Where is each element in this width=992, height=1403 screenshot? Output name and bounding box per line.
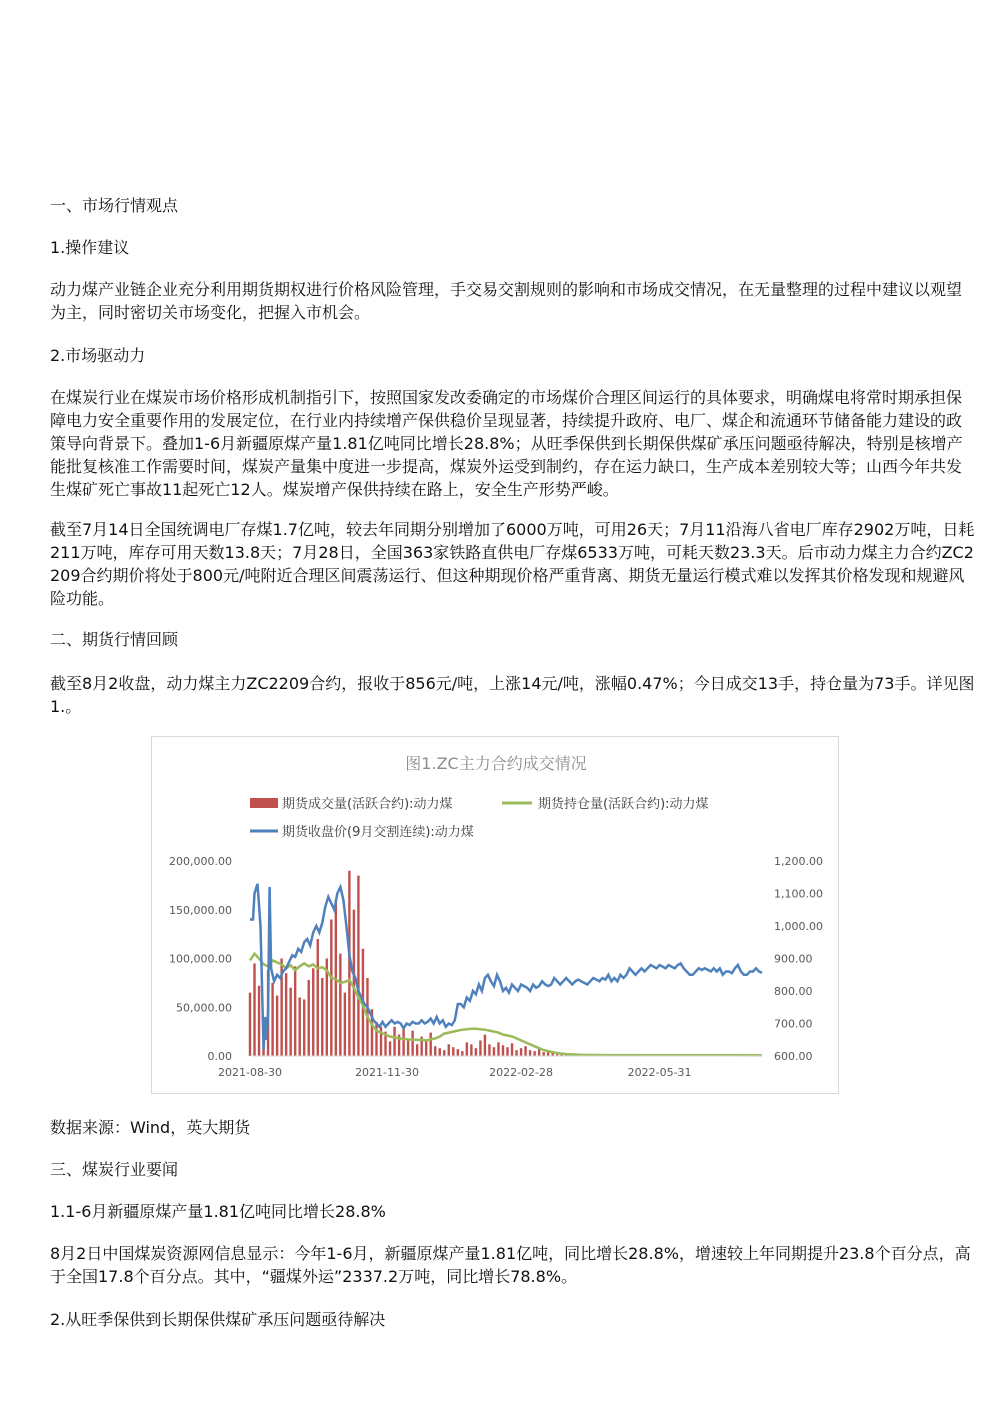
left-axis-tick-label: 50,000.00 (176, 1001, 232, 1015)
volume-bar (375, 1022, 377, 1056)
volume-bar (542, 1052, 544, 1056)
volume-bar (353, 910, 355, 1056)
legend-label-open-interest: 期货持仓量(活跃合约):动力煤 (538, 797, 709, 812)
volume-bar (461, 1051, 463, 1056)
volume-bar (448, 1044, 450, 1056)
volume-bar (339, 954, 341, 1056)
volume-bar (511, 1043, 513, 1056)
volume-bar (249, 993, 251, 1056)
volume-bar (312, 968, 314, 1056)
right-axis-tick-label: 800.00 (774, 985, 813, 998)
volume-bar (289, 988, 291, 1056)
volume-bar (402, 1029, 404, 1056)
chart-title: 图1.ZC主力合约成交情况 (405, 754, 587, 773)
volume-bars (249, 871, 595, 1056)
volume-bar (416, 1044, 418, 1056)
chart-canvas (152, 737, 840, 1095)
volume-bar (484, 1035, 486, 1056)
volume-bar (443, 1050, 445, 1056)
section-heading-industry-news: 三、煤炭行业要闻 (50, 1160, 179, 1179)
volume-bar (411, 1031, 413, 1056)
volume-bar (479, 1040, 481, 1056)
volume-bar (466, 1042, 468, 1056)
paragraph-operation-advice: 动力煤产业链企业充分利用期货期权进行价格风险管理，手交易交割规则的影响和市场成交情况，在无量整理的过程中建议以观望为主，同时密切关市场变化，把握入市机会。 (50, 280, 963, 322)
paragraph-xinjiang-output: 8月2日中国煤炭资源网信息显示：今年1-6月，新疆原煤产量1.81亿吨，同比增长28.8%，增速较上年同期提升23.8个百分点，高于全国17.8个百分点。其中，“疆煤外运”2337.2万吨，同比增长78.8%。 (50, 1244, 971, 1286)
volume-bar (308, 980, 310, 1056)
right-axis-tick-label: 600.00 (774, 1050, 813, 1063)
volume-bar (430, 1033, 432, 1056)
volume-bar (258, 986, 260, 1056)
volume-bar (434, 1046, 436, 1056)
volume-bar (425, 1041, 427, 1056)
right-axis-tick-label: 700.00 (774, 1017, 813, 1031)
volume-bar (357, 876, 359, 1056)
left-axis-tick-label: 0.00 (207, 1050, 232, 1063)
volume-bar (488, 1044, 490, 1056)
volume-bar (520, 1048, 522, 1056)
right-axis-ticks (774, 855, 823, 1063)
volume-bar (502, 1045, 504, 1056)
volume-bar (393, 1027, 395, 1056)
volume-bar (439, 1048, 441, 1056)
left-axis-tick-label: 150,000.00 (169, 903, 232, 917)
volume-bar (317, 939, 319, 1056)
volume-bar (524, 1046, 526, 1056)
volume-bar (294, 966, 296, 1056)
volume-bar (285, 973, 287, 1056)
x-axis-tick-label: 2021-11-30 (355, 1066, 420, 1079)
legend-label-volume: 期货成交量(活跃合约):动力煤 (282, 797, 453, 812)
section-heading-futures-review: 二、期货行情回顾 (50, 630, 179, 649)
volume-bar (407, 1038, 409, 1056)
subheading-operation-advice: 1.操作建议 (50, 238, 130, 257)
volume-bar (506, 1047, 508, 1056)
x-axis-ticks (218, 1066, 692, 1079)
chart-legend (250, 796, 709, 840)
right-axis-tick-label: 1,100.00 (774, 887, 823, 901)
volume-bar (389, 1041, 391, 1056)
x-axis-tick-label: 2022-02-28 (489, 1066, 554, 1079)
x-axis-tick-label: 2022-05-31 (627, 1066, 692, 1079)
data-source-note: 数据来源：Wind，英大期货 (50, 1118, 251, 1137)
paragraph-futures-review: 截至8月2收盘，动力煤主力ZC2209合约，报收于856元/吨，上涨14元/吨，涨幅0.47%；今日成交13手，持仓量为73手。详见图1.。 (50, 674, 975, 716)
legend-swatch-volume (250, 798, 278, 808)
news-heading-xinjiang-output: 1.1-6月新疆原煤产量1.81亿吨同比增长28.8% (50, 1202, 386, 1221)
right-axis-tick-label: 1,200.00 (774, 855, 823, 868)
volume-bar (276, 996, 278, 1056)
volume-bar (457, 1049, 459, 1056)
legend-label-close-price: 期货收盘价(9月交割连续):动力煤 (282, 825, 474, 840)
chart-zc-main-contract (151, 736, 839, 1094)
volume-bar (303, 999, 305, 1056)
volume-bar (493, 1047, 495, 1056)
paragraph-inventory: 截至7月14日全国统调电厂存煤1.7亿吨，较去年同期分别增加了6000万吨，可用26天；7月11沿海八省电厂库存2902万吨，日耗211万吨，库存可用天数13.8天；7月28日，全国363家铁路直供电厂存煤6533万吨，可耗天数23.3天。后市动力煤主力合约ZC2209合约期价将处于800元/吨附近合理区间震荡运行、但这种期现价格严重背离、期货无量运行模式难以发挥其价格发现和规避风险功能。 (50, 520, 975, 608)
right-axis-tick-label: 1,000.00 (774, 920, 823, 933)
section-heading-market-view: 一、市场行情观点 (50, 196, 179, 215)
paragraph-market-drivers: 在煤炭行业在煤炭市场价格形成机制指引下，按照国家发改委确定的市场煤价合理区间运行的具体要求，明确煤电将常时期承担保障电力安全重要作用的发展定位，在行业内持续增产保供稳价呈现显著，持续提升政府、电厂、煤企和流通环节储备能力建设的政策导向背景下。叠加1-6月新疆原煤产量1.81亿吨同比增长28.8%；从旺季保供到长期保供煤矿承压问题亟待解决，特别是核增产能批复核准工作需要时间，煤炭产量集中度进一步提高，煤炭外运受到制约，存在运力缺口，生产成本差别较大等；山西今年共发生煤矿死亡事故11起死亡12人。煤炭增产保供持续在路上，安全生产形势严峻。 (50, 388, 963, 499)
volume-bar (470, 1044, 472, 1056)
left-axis-ticks (169, 855, 232, 1063)
volume-bar (330, 920, 332, 1057)
volume-bar (298, 998, 300, 1057)
volume-bar (497, 1042, 499, 1056)
news-heading-supply-pressure: 2.从旺季保供到长期保供煤矿承压问题亟待解决 (50, 1310, 386, 1329)
left-axis-tick-label: 100,000.00 (169, 952, 232, 966)
volume-bar (271, 983, 273, 1056)
subheading-market-drivers: 2.市场驱动力 (50, 346, 146, 365)
volume-bar (529, 1050, 531, 1056)
volume-bar (344, 993, 346, 1056)
x-axis-tick-label: 2021-08-30 (218, 1066, 282, 1079)
right-axis-tick-label: 900.00 (774, 952, 813, 966)
left-axis-tick-label: 200,000.00 (169, 855, 232, 868)
volume-bar (515, 1050, 517, 1056)
volume-bar (533, 1051, 535, 1056)
volume-bar (321, 978, 323, 1056)
volume-bar (452, 1047, 454, 1056)
volume-bar (475, 1048, 477, 1056)
volume-bar (253, 963, 255, 1056)
